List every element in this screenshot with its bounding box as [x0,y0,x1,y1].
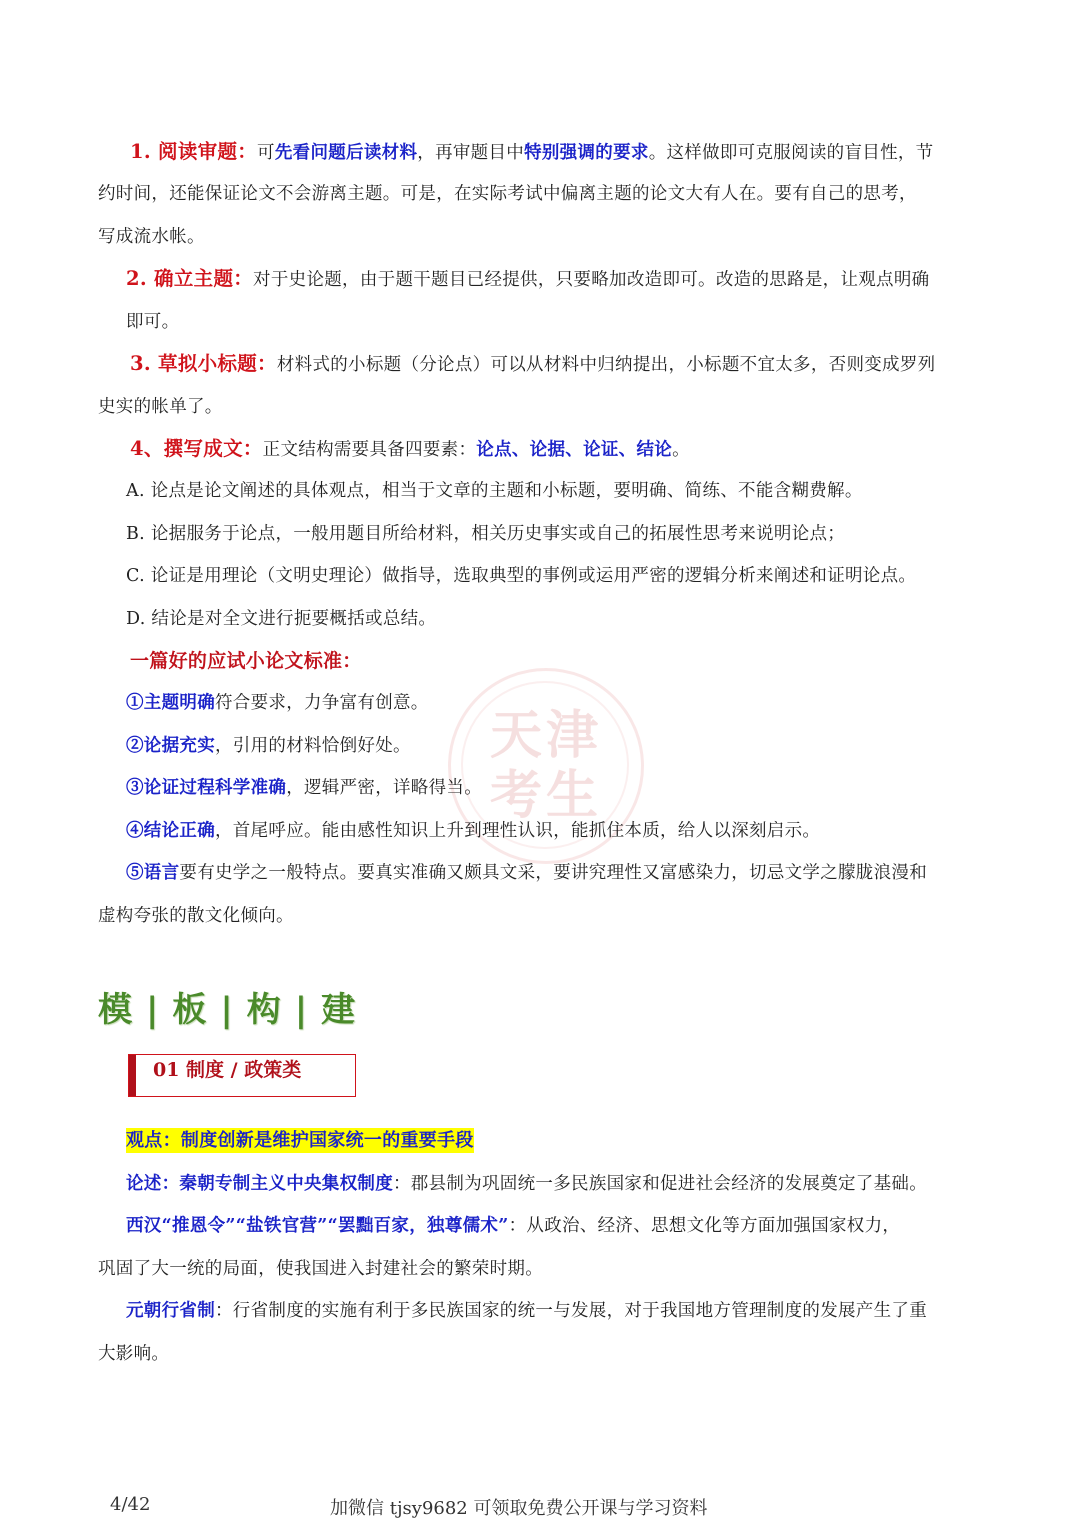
item2-line2: 即可。 [126,312,180,332]
item3-line1 [130,351,1020,378]
item4-label: 4、撰写成文： [130,437,263,460]
item3-label: 3. 草拟小标题： [130,352,277,375]
standard-3-key: ③论证过程科学准确 [126,778,287,798]
item1-emphasis1: 先看问题后读材料 [274,143,418,163]
category-box [128,1054,356,1097]
template-p2-line2: 巩固了大一统的局面，使我国进入封建社会的繁荣时期。 [98,1259,543,1279]
standard-1 [126,690,1016,716]
title-char-1: 模 [98,990,134,1030]
item4-text2: 。 [672,440,690,460]
item4-c: C. 论证是用理论（文明史理论）做指导，选取典型的事例或运用严密的逻辑分析来阐述和证明论点。 [126,566,917,586]
template-p2-key: 西汉“推恩令”“盐铁官营”“罢黜百家，独尊儒术” [126,1216,509,1236]
item2-line1 [126,266,1016,293]
standard-3-text: ，逻辑严密，详略得当。 [286,778,483,798]
item1-label: 1. 阅读审题： [130,140,258,163]
item4-d: D. 结论是对全文进行扼要概括或总结。 [126,609,437,629]
viewpoint-line [126,1128,1016,1154]
template-p3-text: ：行省制度的实施有利于多民族国家的统一与发展，对于我国地方管理制度的发展产生了重 [215,1301,927,1321]
standard-3 [126,775,1016,801]
item1-line1 [130,139,990,166]
watermark-line1: 天津 [489,705,602,766]
item3-line2: 史实的帐单了。 [98,397,223,417]
item4-b: B. 论据服务于论点，一般用题目所给材料，相关历史事实或自己的拓展性思考来说明论点； [126,524,846,544]
standard-1-text: 符合要求，力争富有创意。 [215,693,429,713]
footer-note: 加微信 tjsy9682 可领取免费公开课与学习资料 [330,1498,708,1519]
standard-2 [126,733,1016,759]
category-box-bar [129,1055,136,1096]
standard-4-text: ，首尾呼应。能由感性知识上升到理性认识，能抓住本质，给人以深刻启示。 [215,821,821,841]
item1-text3: 。这样做即可克服阅读的盲目性，节 [648,143,934,163]
template-p3-line2: 大影响。 [98,1344,170,1364]
title-separator: | [294,990,310,1030]
template-p1-key: 论述：秦朝专制主义中央集权制度 [126,1174,393,1194]
title-char-4: 建 [321,990,358,1030]
watermark-line2: 考生 [489,765,602,826]
standard-4-key: ④结论正确 [126,821,215,841]
standard-5-text: 要有史学之一般特点。要真实准确又颇具文采，要讲究理性又富感染力，切忌文学之朦胧浪漫和 [179,863,928,883]
item4-line1 [130,436,1020,463]
item1-text2: ，再审题目中 [417,143,525,163]
section-title [98,982,357,1031]
viewpoint: 观点：制度创新是维护国家统一的重要手段 [126,1130,474,1151]
template-p1-text: ：郡县制为巩固统一多民族国家和促进社会经济的发展奠定了基础。 [393,1174,927,1194]
item2-text1: 对于史论题，由于题干题目已经提供，只要略加改造即可。改造的思路是，让观点明确 [253,270,930,290]
standard-title-line [130,648,1020,675]
page-number: 4/42 [110,1494,151,1515]
standard-5-key: ⑤语言 [126,863,180,883]
item4-text1: 正文结构需要具备四要素： [262,440,477,460]
item2-label: 2. 确立主题： [126,267,254,290]
template-p2-text: ：从政治、经济、思想文化等方面加强国家权力， [508,1216,901,1236]
item4-a: A. 论点是论文阐述的具体观点，相当于文章的主题和小标题，要明确、简练、不能含糊费解。 [126,481,863,501]
item1-emphasis2: 特别强调的要求 [524,143,649,163]
template-p2 [126,1213,986,1239]
category-label: 01 制度 / 政策类 [153,1059,302,1081]
item1-line3: 写成流水帐。 [98,227,205,247]
item3-text1: 材料式的小标题（分论点）可以从材料中归纳提出，小标题不宜太多，否则变成罗列 [276,355,936,375]
standard-1-key: ①主题明确 [126,693,215,713]
standard-2-text: ，引用的材料恰倒好处。 [215,736,411,756]
item4-emphasis: 论点、论据、论证、结论 [476,440,673,460]
title-separator: | [220,990,235,1030]
title-char-3: 构 [246,990,283,1030]
item1-text1: 可 [257,143,275,163]
standard-2-key: ②论据充实 [126,736,215,756]
standard-title: 一篇好的应试小论文标准： [130,650,362,672]
standard-5-line2: 虚构夸张的散文化倾向。 [98,906,294,926]
template-p1 [126,1171,1016,1197]
template-p3-key: 元朝行省制 [126,1301,215,1321]
title-char-2: 板 [172,990,209,1030]
template-p3 [126,1298,986,1324]
standard-5 [126,860,986,886]
standard-4 [126,818,1016,844]
item1-line2: 约时间，还能保证论文不会游离主题。可是，在实际考试中偏离主题的论文大有人在。要有自己的思考， [98,184,917,204]
title-separator: | [146,990,161,1030]
